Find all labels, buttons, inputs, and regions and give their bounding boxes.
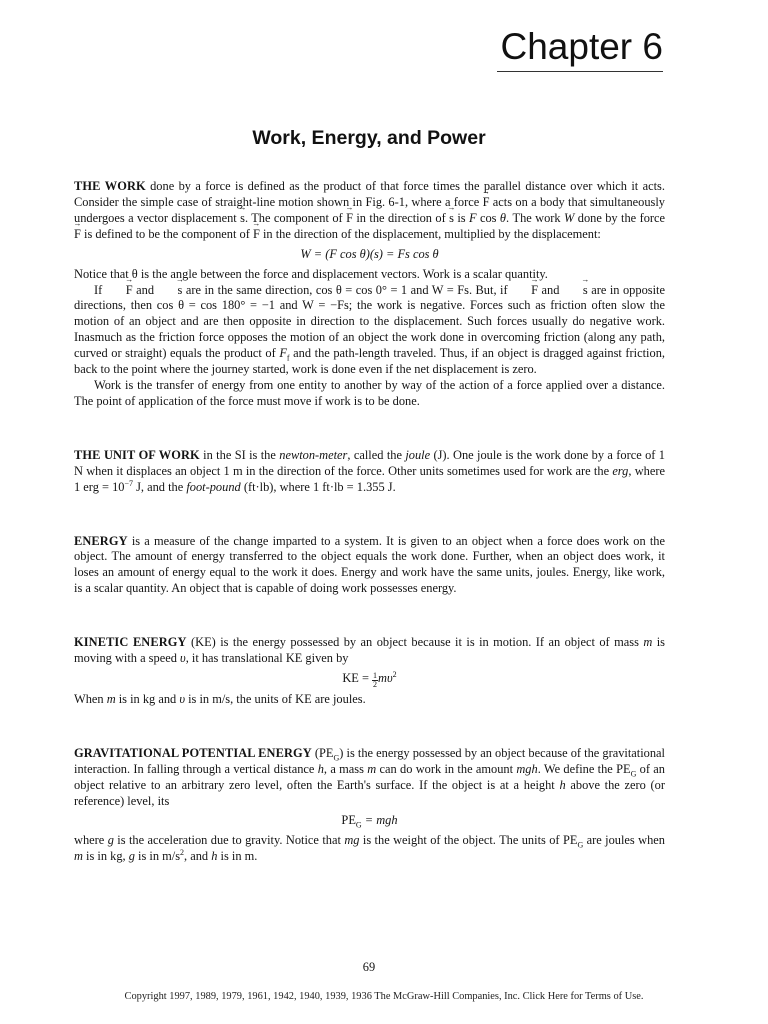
gpe-equation: $PE_G$ = mgh	[341, 813, 398, 830]
unit-heading: THE UNIT OF WORK	[74, 447, 200, 462]
displacement-vector-symbol: → s	[240, 211, 245, 227]
page-number: 69	[362, 960, 376, 974]
page-body	[74, 179, 665, 865]
section-work	[74, 179, 665, 410]
work-paragraph-1: THE WORK done by a force is defined as the product of that force times the parallel distance over which it acts. Consider the simple case of straight-line motion shown in Fig. 6-1, where a force → F acts on a body that simultaneously undergoes a vector displacement → s. The component of → F in the direction of → s is F cos θ. The work W done by the force → F is defined to be the component of → F in the direction of the displacement, multiplied by the displacement:	[74, 179, 665, 243]
section-energy	[74, 534, 665, 598]
ke-heading: KINETIC ENERGY	[74, 635, 187, 650]
ke-units-paragraph: When m is in kg and υ is in m/s, the units of KE are joules.	[74, 691, 366, 706]
force-vector-symbol: → F	[253, 227, 260, 243]
work-paragraph-2: If → F and → s are in the same direction, cos θ = cos 0° = 1 and W = Fs. But, if → F and → s are in opposite directions, then cos θ = cos 180° = −1 and W = −Fs; the work is negative. Forces such as friction often slow the motion of an object and are then opposite in direction to the displacement. Such forces usually do negative work. Inasmuch as the friction force opposes the motion of an object the work done in overcoming friction (along any path, curved or straight) equals the product of $F_f$ and the path-length traveled. Thus, if an object is dragged against friction, back to the point where the journey started, work is done even if the net displacement is zero.	[74, 283, 665, 378]
force-vector-symbol: → F	[74, 227, 81, 243]
section-kinetic-energy	[74, 635, 665, 708]
ke-paragraph: KINETIC ENERGY (KE) is the energy possessed by an object because it is in motion. If an object of mass m is moving with a speed υ, it has translational KE given by	[74, 635, 665, 666]
one-half-fraction: $\frac{1}{2}$	[373, 670, 378, 689]
chapter-title: Work, Energy, and Power	[252, 127, 486, 149]
gpe-heading: GRAVITATIONAL POTENTIAL ENERGY	[74, 745, 312, 760]
chapter-heading: Chapter 6	[500, 26, 663, 67]
section-unit-of-work	[74, 448, 665, 496]
ke-equation: KE = $\frac{1}{2}$ $m\upsilon^2$	[342, 669, 397, 689]
work-paragraph-3: Work is the transfer of energy from one entity to another by way of the action of a force applied over a distance. The point of application of the force must move if work is to be done.	[74, 377, 665, 408]
displacement-vector-symbol: → s	[449, 211, 454, 227]
section-gravitational-potential-energy	[74, 746, 665, 865]
copyright-footer: Copyright 1997, 1989, 1979, 1961, 1942, 1940, 1939, 1936 The McGraw-Hill Companies, Inc. Click Here for Terms of Use.	[124, 991, 644, 1002]
force-vector-symbol: → F	[346, 211, 353, 227]
chapter-rule	[497, 71, 663, 72]
energy-paragraph: ENERGY is a measure of the change imparted to a system. It is given to an object when a force does work on the object. The amount of energy transferred to the object equals the work done. Further, when an object does work, it loses an amount of energy equal to the work it does. Energy and work have the same units, joules. Energy, like work, is a scalar quantity. An object that is capable of doing work possesses energy.	[74, 533, 665, 596]
unit-paragraph: THE UNIT OF WORK in the SI is the newton-meter, called the joule (J). One joule is the work done by a force of 1 N when it displaces an object 1 m in the direction of the force. Other units sometimes used for work are the erg, where 1 erg = $10^{-7}$ J, and the foot-pound (ft·lb), where 1 ft·lb = 1.355 J.	[74, 447, 665, 494]
force-vector-symbol: → F	[483, 195, 490, 211]
gpe-paragraph: GRAVITATIONAL POTENTIAL ENERGY $(PE_G)$ is the energy possessed by an object because of the gravitational interaction. In falling through a vertical distance h, a mass m can do work in the amount mgh. We define the $PE_G$ of an object relative to an arbitrary zero level, often the Earth's surface. If the object is at a height h above the zero (or reference) level, its	[74, 745, 666, 808]
gpe-units-paragraph: where g is the acceleration due to gravity. Notice that mg is the weight of the object. The units of $PE_G$ are joules when m is in kg, g is in $m/s^2$, and h is in m.	[74, 833, 665, 864]
energy-heading: ENERGY	[74, 533, 128, 548]
work-equation: W = (F cos θ)(s) = Fs cos θ	[300, 246, 439, 261]
work-notice: Notice that θ is the angle between the force and displacement vectors. Work is a scalar quantity.	[74, 266, 548, 281]
work-heading: THE WORK	[74, 179, 146, 193]
